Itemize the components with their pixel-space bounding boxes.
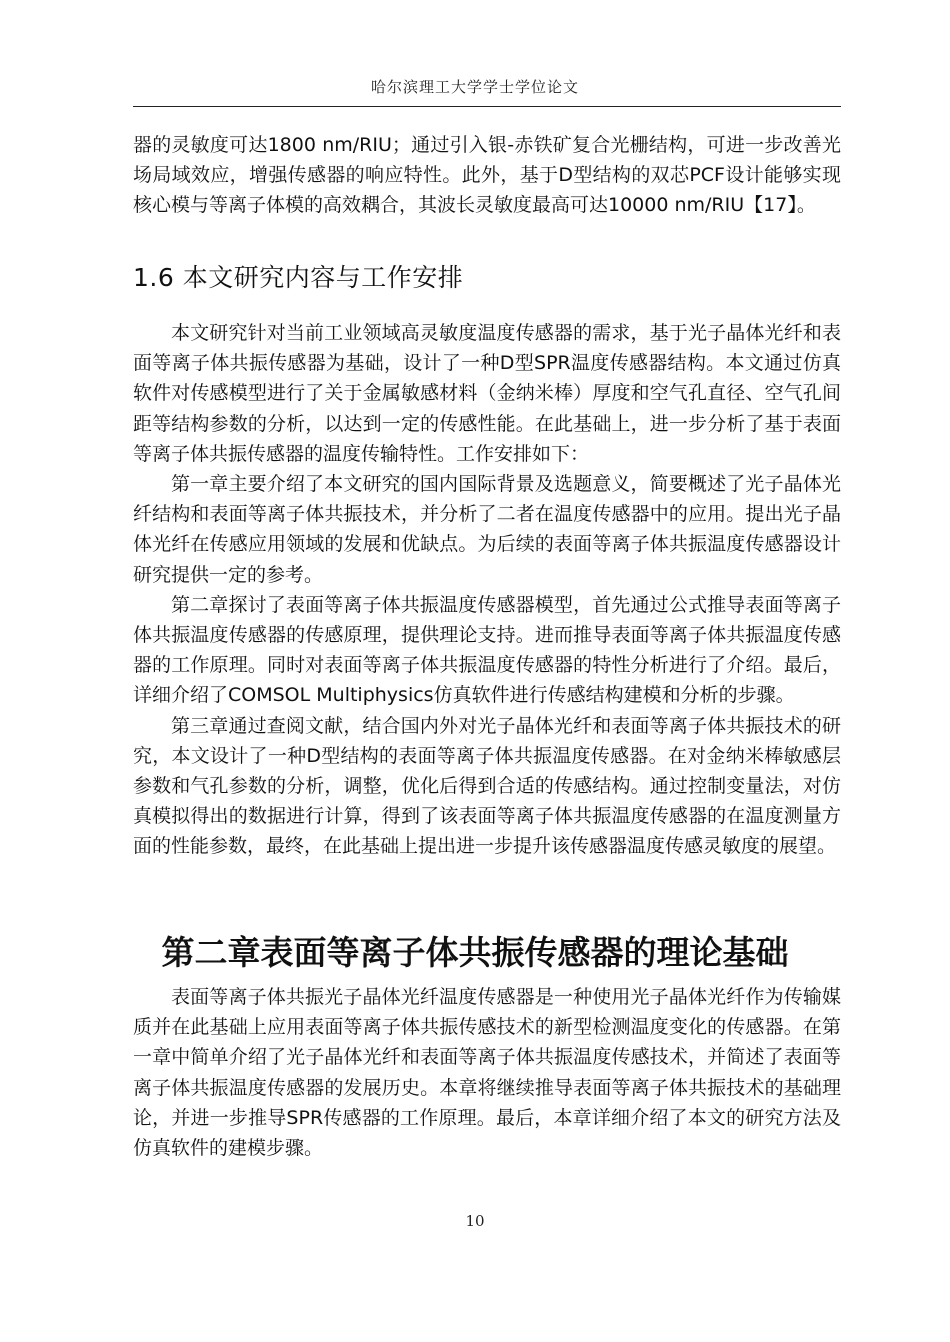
- section-paragraph: 第一章主要介绍了本文研究的国内国际背景及选题意义，简要概述了光子晶体光纤结构和表面等离子体共振技术，并分析了二者在温度传感器中的应用。提出光子晶体光纤在传感应用领域的发展和优缺点。为后续的表面等离子体共振温度传感器设计研究提供一定的参考。: [133, 473, 841, 586]
- section-paragraph: 第二章探讨了表面等离子体共振温度传感器模型，首先通过公式推导表面等离子体共振温度传感器的传感原理，提供理论支持。进而推导表面等离子体共振温度传感器的工作原理。同时对表面等离子体共振温度传感器的特性分析进行了介绍。最后，详细介绍了COMSOL Multiphysics仿真软件进行传感结构建模和分析的步骤。: [133, 593, 841, 707]
- chapter-2-body: [133, 982, 841, 1163]
- section-paragraph: 本文研究针对当前工业领域高灵敏度温度传感器的需求，基于光子晶体光纤和表面等离子体共振传感器为基础，设计了一种D型SPR温度传感器结构。本文通过仿真软件对传感模型进行了关于金属敏感材料（金纳米棒）厚度和空气孔直径、空气孔间距等结构参数的分析，以达到一定的传感性能。在此基础上，进一步分析了基于表面等离子体共振传感器的温度传输特性。工作安排如下：: [133, 322, 841, 465]
- intro-paragraph: 器的灵敏度可达1800 nm/RIU；通过引入银-赤铁矿复合光栅结构，可进一步改善光场局域效应，增强传感器的响应特性。此外，基于D型结构的双芯PCF设计能够实现核心模与等离子体模的高效耦合，其波长灵敏度最高可达10000 nm/RIU【17】。: [133, 134, 841, 217]
- section-heading-1-6: 1.6 本文研究内容与工作安排: [133, 263, 464, 292]
- section-1-6-body: [133, 318, 841, 862]
- section-paragraph: 第三章通过查阅文献，结合国内外对光子晶体光纤和表面等离子体共振技术的研究，本文设计了一种D型结构的表面等离子体共振温度传感器。在对金纳米棒敏感层参数和气孔参数的分析，调整，优化后得到合适的传感结构。通过控制变量法，对仿真模拟得出的数据进行计算，得到了该表面等离子体共振温度传感器的在温度测量方面的性能参数，最终，在此基础上提出进一步提升该传感器温度传感灵敏度的展望。: [133, 714, 841, 858]
- intro-text-block: [133, 130, 841, 221]
- chapter-paragraph: 表面等离子体共振光子晶体光纤温度传感器是一种使用光子晶体光纤作为传输媒质并在此基础上应用表面等离子体共振传感技术的新型检测温度变化的传感器。在第一章中简单介绍了光子晶体光纤和表面等离子体共振温度传感技术，并简述了表面等离子体共振温度传感器的发展历史。本章将继续推导表面等离子体共振技术的基础理论，并进一步推导SPR传感器的工作原理。最后，本章详细介绍了本文的研究方法及仿真软件的建模步骤。: [133, 986, 841, 1160]
- chapter-heading: 第二章表面等离子体共振传感器的理论基础: [161, 933, 789, 972]
- running-header: 哈尔滨理工大学学士学位论文: [370, 78, 579, 96]
- page-number: 10: [465, 1212, 485, 1230]
- header-rule: [133, 106, 841, 107]
